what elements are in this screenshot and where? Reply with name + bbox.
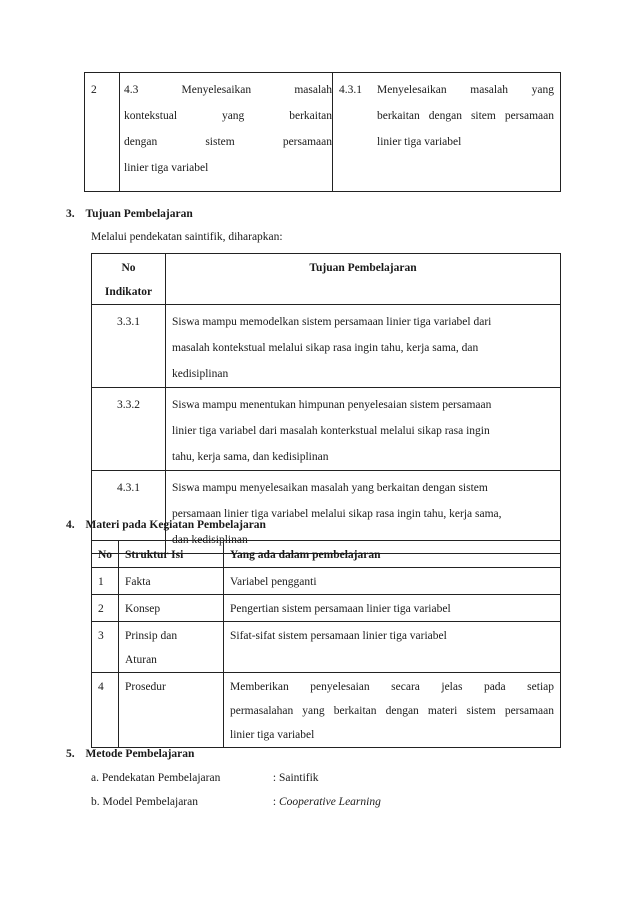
indicator-no: 3.3.2: [92, 388, 166, 471]
section-number: 3.: [66, 208, 75, 220]
table-row: [92, 595, 561, 622]
row-no: 3: [92, 622, 119, 673]
isi-cell: Sifat-sifat sistem persamaan linier tiga variabel: [224, 622, 561, 673]
struktur-line: Prinsip dan: [125, 630, 178, 642]
method-value: : Saintifik: [272, 772, 319, 784]
kd-line: kontekstual yang berkaitan: [124, 110, 332, 122]
kd-line: linier tiga variabel: [124, 162, 209, 174]
basic-competency-cell: [120, 73, 333, 192]
row-no: 1: [92, 568, 119, 595]
isi-cell: Pengertian sistem persamaan linier tiga variabel: [224, 595, 561, 622]
isi-cell: [224, 673, 561, 748]
table-header-row: [92, 254, 561, 305]
section-title: Metode Pembelajaran: [85, 748, 195, 760]
section-title: Tujuan Pembelajaran: [85, 208, 193, 220]
struktur-cell: Fakta: [119, 568, 224, 595]
section-5-heading: [66, 748, 194, 760]
objective-cell: [166, 305, 561, 388]
objective-line: Siswa mampu menentukan himpunan penyelesaian sistem persamaan: [172, 399, 492, 411]
objective-line: Siswa mampu menyelesaikan masalah yang berkaitan dengan sistem: [172, 482, 488, 494]
header-text: No: [121, 262, 136, 274]
objective-line: kedisiplinan: [172, 368, 229, 380]
section-3-intro: Melalui pendekatan saintifik, diharapkan:: [91, 231, 283, 243]
header-no-indikator: [92, 254, 166, 305]
row-no: 2: [92, 595, 119, 622]
header-tujuan: Tujuan Pembelajaran: [166, 254, 561, 305]
objective-line: linier tiga variabel dari masalah konterkstual melalui sikap rasa ingin: [172, 425, 490, 437]
section-number: 4.: [66, 519, 75, 531]
struktur-cell: [119, 622, 224, 673]
method-value: Cooperative Learning: [278, 796, 381, 808]
isi-line: permasalahan yang berkaitan dengan materi sistem persamaan: [230, 705, 554, 717]
indicator-line: berkaitan dengan sitem persamaan: [377, 110, 554, 122]
table-header-row: [92, 541, 561, 568]
struktur-cell: Konsep: [119, 595, 224, 622]
section-number: 5.: [66, 748, 75, 760]
indicator-no: 3.3.1: [92, 305, 166, 388]
struktur-cell: Prosedur: [119, 673, 224, 748]
indicator-code: 4.3.1: [339, 84, 362, 96]
method-item: [91, 772, 319, 784]
table-row: [92, 388, 561, 471]
objective-line: tahu, kerja sama, dan kedisiplinan: [172, 451, 329, 463]
method-value-prefix: :: [272, 796, 279, 808]
objective-line: persamaan linier tiga variabel melalui sikap rasa ingin tahu, kerja sama,: [172, 508, 502, 520]
section-title: Materi pada Kegiatan Pembelajaran: [85, 519, 266, 531]
method-item: [91, 796, 381, 808]
table-row: [92, 673, 561, 748]
row-no: 4: [92, 673, 119, 748]
indicator-cell: [333, 73, 561, 192]
kd-line: dengan sistem persamaan: [124, 136, 332, 148]
isi-cell: Variabel pengganti: [224, 568, 561, 595]
header-isi: Yang ada dalam pembelajaran: [224, 541, 561, 568]
kd-line: 4.3 Menyelesaikan masalah: [124, 84, 332, 96]
header-struktur: Struktur Isi: [119, 541, 224, 568]
indicator-first-line: [339, 77, 554, 103]
objective-line: dan kedisiplinan: [172, 534, 248, 546]
indicator-line: linier tiga variabel: [377, 136, 462, 148]
header-no: No: [92, 541, 119, 568]
table-row: [92, 622, 561, 673]
objectives-table: [91, 253, 561, 554]
section-3-heading: [66, 208, 193, 220]
materials-table: [91, 540, 561, 748]
table-row: [92, 305, 561, 388]
indicator-no: 4.3.1: [92, 471, 166, 554]
objective-cell: [166, 388, 561, 471]
competency-table: [84, 72, 561, 192]
section-4-heading: [66, 519, 266, 531]
competency-no: 2: [85, 73, 120, 192]
indicator-line: Menyelesaikan masalah yang: [377, 84, 554, 96]
objective-line: masalah kontekstual melalui sikap rasa ingin tahu, kerja sama, dan: [172, 342, 479, 354]
table-row: [92, 568, 561, 595]
isi-line: linier tiga variabel: [230, 729, 315, 741]
isi-line: Memberikan penyelesaian secara jelas pada setiap: [230, 681, 554, 693]
struktur-line: Aturan: [125, 654, 157, 666]
method-label: b. Model Pembelajaran: [91, 796, 198, 808]
objective-line: Siswa mampu memodelkan sistem persamaan linier tiga variabel dari: [172, 316, 492, 328]
table-row: [85, 73, 561, 192]
header-text: Indikator: [104, 286, 153, 298]
method-label: a. Pendekatan Pembelajaran: [91, 772, 221, 784]
